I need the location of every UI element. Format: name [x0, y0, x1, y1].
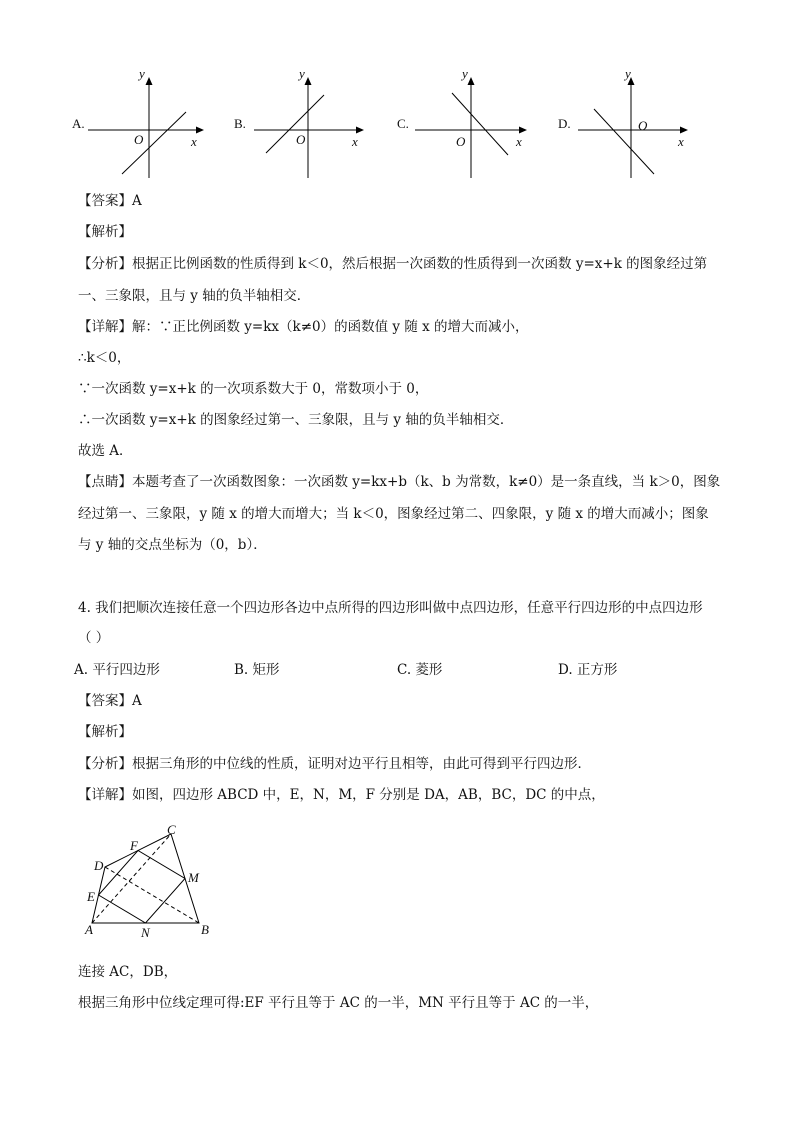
option-letter: D.: [558, 116, 571, 131]
q4-question-line-1: 4. 我们把顺次连接任意一个四边形各边中点所得的四边形叫做中点四边形，任意平行四边形的中点四边形: [78, 600, 703, 616]
q4-answer: 【答案】A: [78, 693, 142, 709]
q4-analysis-heading: 【解析】: [78, 724, 132, 740]
q3-analysis-heading: 【解析】: [78, 224, 132, 240]
option-letter: C.: [397, 116, 409, 131]
point-label-f: F: [130, 838, 138, 853]
x-axis-label: x: [352, 134, 358, 149]
x-axis-label: x: [678, 134, 684, 149]
point-label-m: M: [188, 870, 199, 885]
q4-choice-d: D. 正方形: [558, 662, 618, 678]
point-label-a: A: [85, 922, 93, 937]
point-label-d: D: [94, 858, 104, 873]
q4-connect-line: 连接 AC，DB，: [78, 964, 178, 980]
graph-option-b: [232, 60, 372, 185]
q3-fenxi-line-1: 【分析】根据正比例函数的性质得到 k＜0，然后根据一次函数的性质得到一次函数 y=x+k 的图象经过第: [78, 256, 708, 272]
q3-detail-line-3: ∵一次函数 y=x+k 的一次项系数大于 0，常数项小于 0，: [78, 381, 429, 397]
graph-option-d: [556, 60, 696, 185]
q3-detail-line-2: ∴k＜0，: [78, 350, 131, 366]
graph-option-a: [70, 60, 210, 185]
q4-question-line-2: （ ）: [78, 630, 110, 646]
x-axis-label: x: [191, 134, 197, 149]
point-label-c: C: [167, 822, 176, 837]
q3-detail-line-4: ∴一次函数 y=x+k 的图象经过第一、三象限，且与 y 轴的负半轴相交．: [78, 412, 514, 428]
q3-dianjing-line-1: 【点睛】本题考查了一次函数图象：一次函数 y=kx+b（k、b 为常数，k≠0）是一条直线，当 k＞0，图象: [78, 474, 721, 490]
q4-choice-a: A. 平行四边形: [74, 662, 160, 678]
y-axis-label: y: [299, 66, 305, 81]
x-axis-label: x: [516, 134, 522, 149]
graph-option-c: [395, 60, 535, 185]
q4-detail: 【详解】如图，四边形 ABCD 中，E，N，M，F 分别是 DA，AB，BC，DC 的中点，: [78, 787, 605, 803]
q3-dianjing-line-2: 经过第一、三象限，y 随 x 的增大而增大；当 k＜0，图象经过第二、四象限，y 随 x 的增大而减小；图象: [78, 506, 709, 522]
q4-theorem-line: 根据三角形中位线定理可得:EF 平行且等于 AC 的一半，MN 平行且等于 AC 的一半，: [78, 995, 599, 1011]
q4-choice-b: B. 矩形: [234, 662, 280, 678]
q3-dianjing-line-3: 与 y 轴的交点坐标为（0，b）．: [78, 537, 267, 553]
point-label-b: B: [201, 922, 209, 937]
option-letter: B.: [234, 116, 246, 131]
quadrilateral-figure: [78, 820, 218, 945]
q3-detail-line-5: 故选 A．: [78, 443, 133, 459]
option-letter: A.: [72, 116, 85, 131]
origin-label: O: [638, 118, 648, 133]
point-label-e: E: [87, 889, 95, 904]
q3-fenxi-line-2: 一、三象限，且与 y 轴的负半轴相交．: [78, 288, 311, 304]
origin-label: O: [134, 132, 144, 147]
y-axis-label: y: [139, 66, 145, 81]
y-axis-label: y: [625, 66, 631, 81]
q4-choice-c: C. 菱形: [397, 662, 443, 678]
origin-label: O: [456, 134, 466, 149]
origin-label: O: [296, 132, 306, 147]
y-axis-label: y: [462, 66, 468, 81]
q3-answer: 【答案】A: [78, 193, 142, 209]
q4-fenxi: 【分析】根据三角形的中位线的性质，证明对边平行且相等，由此可得到平行四边形．: [78, 756, 591, 772]
point-label-n: N: [141, 925, 150, 940]
q3-detail-line-1: 【详解】解：∵正比例函数 y=kx（k≠0）的函数值 y 随 x 的增大而减小，: [78, 319, 529, 335]
